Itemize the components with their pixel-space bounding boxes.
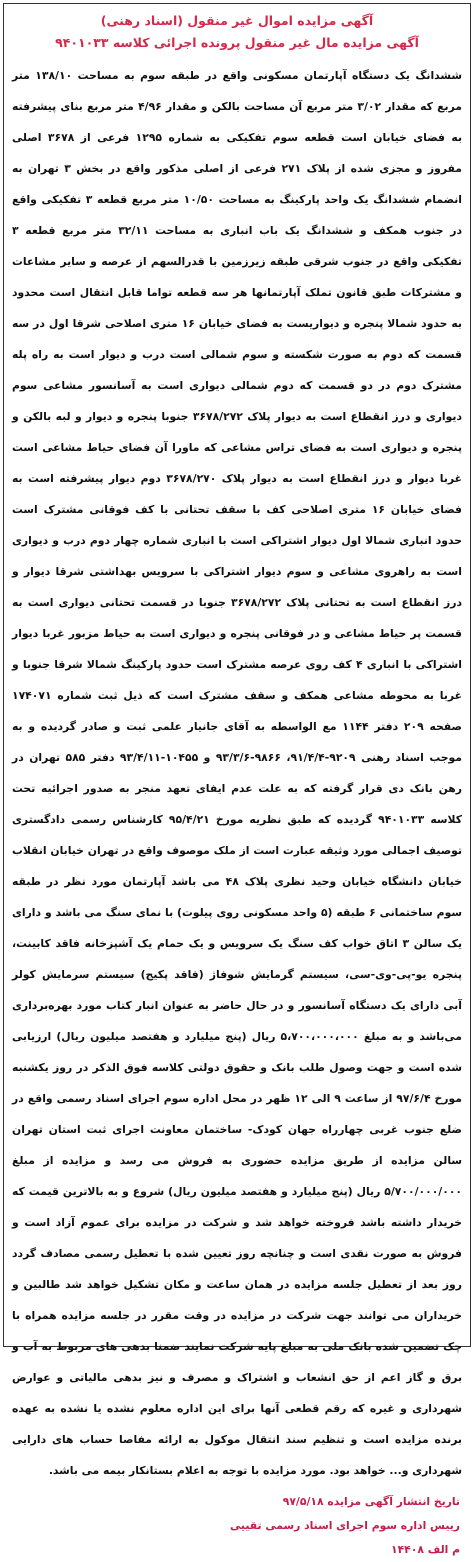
reference-number: م الف ۱۴۴۰۸: [391, 1543, 460, 1556]
office-signature: رییس اداره سوم اجرای اسناد رسمی تقییی: [230, 1519, 460, 1532]
notice-footer: [12, 1490, 462, 1562]
notice-body: ششدانگ یک دستگاه آپارتمان مسکونی واقع در طبقه سوم به مساحت ۱۳۸/۱۰ متر مربع که مقدار ۳/۰۲ متر مربع آن مساحت بالکن و مقدار ۴/۹۶ متر مربع بنای پیشرفته به فضای خیابان است قطعه سوم تفکیکی به شماره ۱۲۹۵ فرعی از ۳۶۷۸ اصلی مفروز و مجزی شده از پلاک ۲۷۱ فرعی از اصلی مذکور واقع در بخش ۳ تهران به انضمام ششدانگ یک واحد پارکینگ به مساحت ۱۰/۵۰ متر مربع قطعه ۳ تفکیکی واقع در جنوب همکف و ششدانگ یک باب انباری به مساحت ۳۲/۱۱ متر مربع قطعه ۳ تفکیکی واقع در جنوب شرقی طبقه زیرزمین با قدرالسهم از عرصه و سایر مشاعات و مشترکات طبق قانون تملک آپارتمانها هر سه قطعه تواما قابل انتقال است محدود به حدود شمالا پنجره و دیواریست به فضای خیابان ۱۶ متری اصلاحی شرقا اول در سه قسمت که دوم به صورت شکسته و سوم شمالی است درب و دیوار است به راه پله مشترک دوم در دو قسمت که دوم شمالی دیواری است به آسانسور مشاعی سوم دیواری و درز انقطاع است به دیوار پلاک ۳۶۷۸/۲۷۲ جنوبا پنجره و دیوار و لبه بالکن و پنجره و دیواری است به فضای تراس مشاعی که ماورا آن فضای حیاط مشاعی است غربا دیوار و درز انقطاع است به دیوار پلاک ۳۶۷۸/۲۷۰ دوم دیوار پیشرفته است به فضای خیابان ۱۶ متری اصلاحی کف با سقف تحتانی با کف فوقانی مشترک است حدود انباری شمالا اول دیوار اشتراکی است با انباری شماره چهار دوم درب و دیواری است به راهروی مشاعی و سوم دیوار اشتراکی با سرویس بهداشتی شرقا دیوار و درز انقطاع است به تحتانی پلاک ۳۶۷۸/۲۷۲ جنوبا در قسمت تحتانی دیواری است به قسمت پر حیاط مشاعی و در فوقانی پنجره و دیواری است به حیاط مزبور غربا دیوار اشتراکی با انباری ۴ کف روی عرصه مشترک است حدود پارکینگ شمالا شرقا جنوبا و غربا به محوطه مشاعی همکف و سقف مشترک است که ذیل ثبت شماره ۱۷۴۰۷۱ صفحه ۲۰۹ دفتر ۱۱۴۴ مع الواسطه به آقای جانیار علمی ثبت و صادر گردیده و به موجب اسناد رهنی ۹۲۰۹-۹۱/۴/۴، ۹۸۶۶-۹۳/۳/۶ و ۱۰۴۵۵-۹۳/۴/۱۱ دفتر ۵۸۵ تهران در رهن بانک دی قرار گرفته که به علت عدم ایفای تعهد منجر به صدور اجرائیه تحت کلاسه ۹۴۰۱۰۳۳ گردیده که طبق نظریه مورخ ۹۵/۴/۲۱ کارشناس رسمی دادگستری توصیف اجمالی مورد وثیقه عبارت است از ملک موصوف واقع در تهران خیابان انقلاب خیابان دانشگاه خیابان وحید نظری پلاک ۴۸ می باشد آپارتمان مورد نظر در طبقه سوم ساختمانی ۶ طبقه (۵ واحد مسکونی روی پیلوت) با نمای سنگ می باشد و دارای یک سالن ۳ اتاق خواب کف سنگ یک سرویس و یک حمام یک آشپزخانه فاقد کابینت، پنجره یو-پی-وی-سی، سیستم گرمایش شوفاژ (فاقد پکیج) سیستم سرمایش کولر آبی دارای یک دستگاه آسانسور و در حال حاضر به عنوان انبار کتاب مورد بهره‌برداری می‌باشد و به مبلغ ۵،۷۰۰،۰۰۰،۰۰۰ ریال (پنج میلیارد و هفتصد میلیون ریال) ارزیابی شده است و جهت وصول طلب بانک و حقوق دولتی کلاسه فوق الذکر در روز یکشنبه مورخ ۹۷/۶/۴ از ساعت ۹ الی ۱۲ ظهر در محل اداره سوم اجرای اسناد رسمی واقع در ضلع جنوب غربی چهارراه جهان کودک- ساختمان معاونت اجرای ثبت استان تهران سالن مزایده از طریق مزایده حضوری به فروش می رسد و مزایده از مبلغ ۵/۷۰۰/۰۰۰/۰۰۰ ریال (پنج میلیارد و هفتصد میلیون ریال) شروع و به بالاترین قیمت که خریدار داشته باشد فروخته خواهد شد و شرکت در مزایده برای عموم آزاد است و فروش به صورت نقدی است و چنانچه روز تعیین شده با تعطیل رسمی مصادف گردد روز بعد از تعطیل جلسه مزایده در همان ساعت و مکان تشکیل خواهد شد طالبین و خریداران می توانند جهت شرکت در مزایده در وقت مقرر در جلسه مزایده همراه با چک تضمین شده بانک ملی به مبلغ پایه شرکت نمایند ضمنا بدهی های مربوط به آب و برق و گاز اعم از حق انشعاب و اشتراک و مصرف و نیز بدهی مالیاتی و عوارض شهرداری و غیره که رقم قطعی آنها برای این اداره معلوم نشده یا نشده به عهده برنده مزایده است و تنظیم سند انتقال موکول به ارائه مفاصا حساب های دارایی شهرداری و... خواهد بود. مورد مزایده با توجه به اعلام بستانکار بیمه می باشد.: [12, 69, 463, 1477]
notice-title: آگهی مزایده اموال غیر منقول (اسناد رهنی): [100, 13, 374, 28]
auction-notice: [3, 3, 471, 1556]
notice-subtitle: آگهی مزایده مال غیر منقول پرونده اجرائی کلاسه ۹۴۰۱۰۳۳: [55, 35, 419, 50]
publication-date: تاریخ انتشار آگهی مزایده ۹۷/۵/۱۸: [282, 1495, 460, 1508]
